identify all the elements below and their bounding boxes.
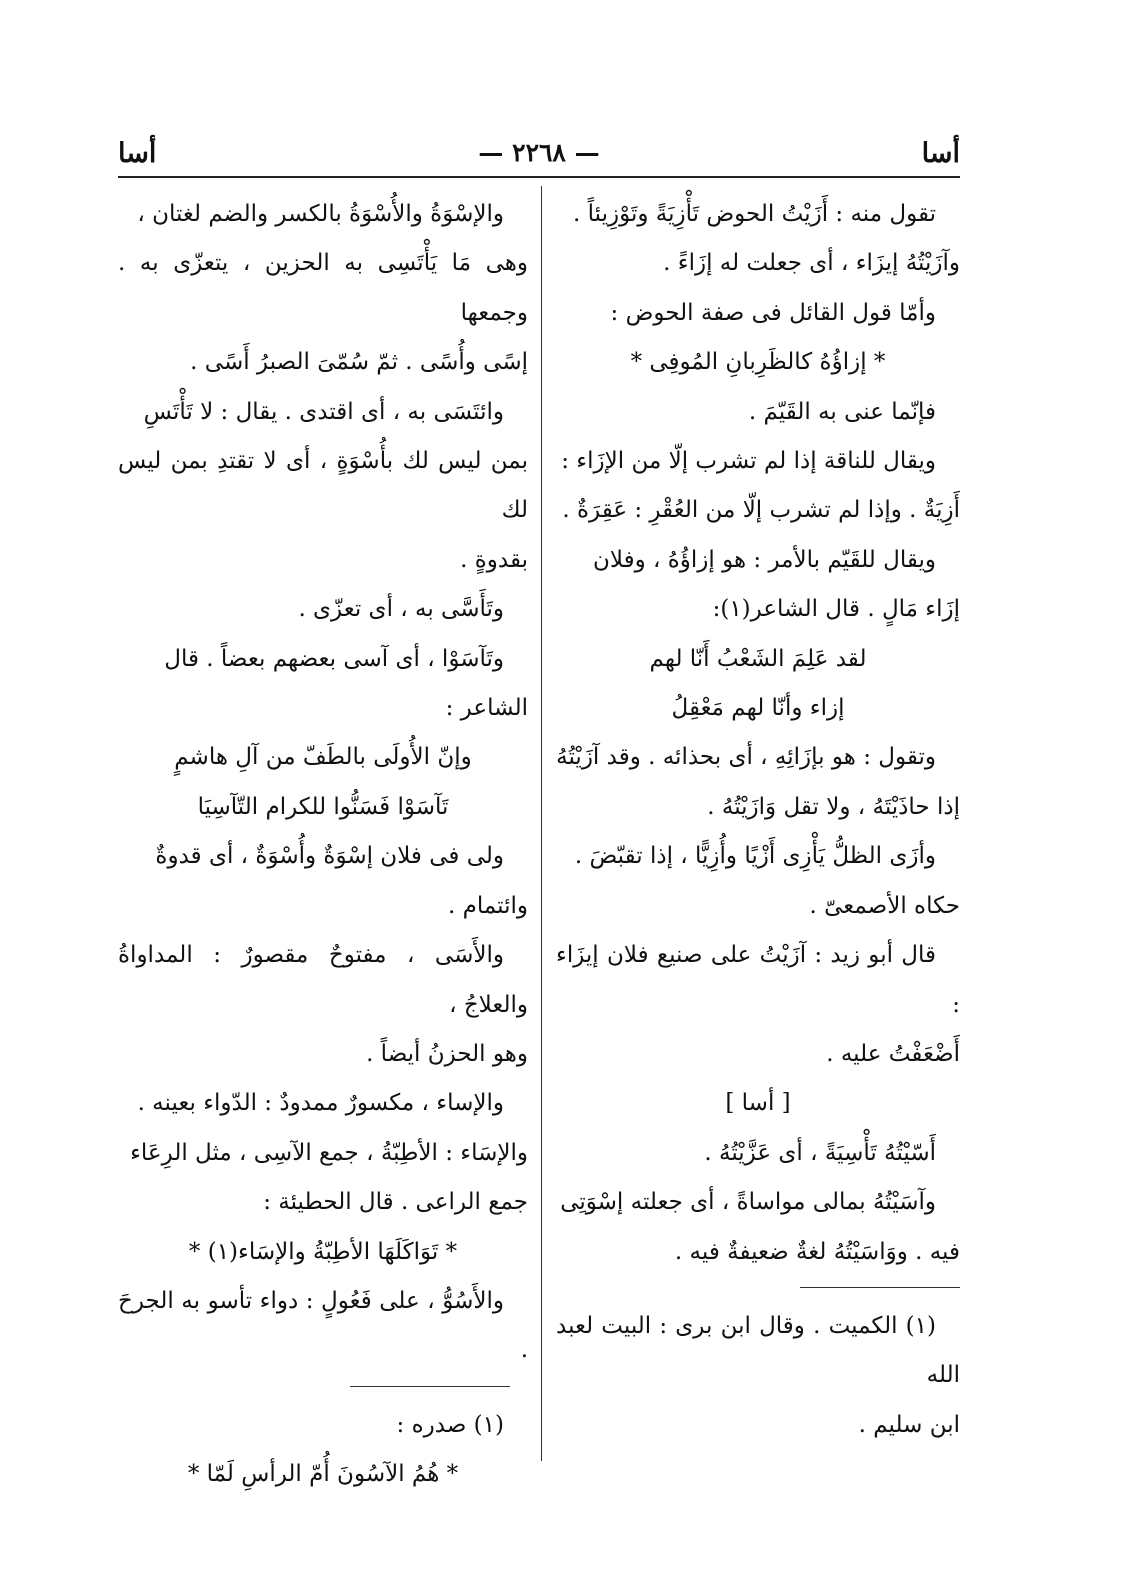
verse-line: تَآسَوْا فَسَنُّوا للكرام التّآسِيَا: [197, 793, 449, 820]
text-line: ولى فى فلان إسْوَةٌ وأُسْوَةٌ ، أى قدوةٌ: [155, 843, 504, 870]
verse-line: * تَوَاكَلَهَا الأطِبّةُ والإسَاء(١) *: [188, 1238, 458, 1265]
text-line: قال أبو زيد : آزَيْتُ على صنيع فلان إيزَاء :: [556, 942, 960, 1018]
text-line: أَسّيْتُهُ تَأْسِيَةً ، أى عَزَّيْتُهُ .: [704, 1139, 936, 1166]
text-line: حكاه الأصمعىّ .: [809, 892, 960, 919]
text-line: وتَآسَوْا ، أى آسى بعضهم بعضاً . قال: [164, 645, 504, 672]
text-line: والإسَاء : الأطِبّةُ ، جمع الآسِى ، مثل الرِعَاء: [130, 1139, 528, 1166]
text-line: وتَأَسَّى به ، أى تعزّى .: [298, 596, 504, 623]
text-line: وأمّا قول القائل فى صفة الحوض :: [610, 299, 936, 326]
verse-line: وإنّ الأُولَى بالطَفّ من آلِ هاشمٍ: [174, 744, 472, 771]
header-right-word: أسا: [921, 138, 960, 169]
text-line: الشاعر :: [445, 695, 528, 722]
text-line: وتقول : هو بإزَائِهِ ، أى بحذائه . وقد آزَيْتُهُ: [556, 744, 936, 771]
text-line: ويقال للناقة إذا لم تشرب إلّا من الإزَاء :: [561, 448, 936, 475]
text-line: وآسَيْتُهُ بمالى مواساةً ، أى جعلته إسْوَتِى: [560, 1189, 936, 1216]
text-line: وهو الحزنُ أيضاً .: [366, 1040, 528, 1067]
footnote-verse: * هُمُ الآسُونَ أُمّ الرأسِ لَمّا *: [187, 1461, 459, 1488]
text-line: بمن ليس لك بأُسْوَةٍ ، أى لا تقتدِ بمن ليس لك: [118, 448, 528, 524]
header-rule: [118, 176, 960, 178]
text-line: تقول منه : أَزَيْتُ الحوض تَأْزِيَةً وتَوْزِيئاً .: [573, 201, 936, 227]
footnote-line: ابن سليم .: [858, 1411, 960, 1438]
verse-line: لقد عَلِمَ الشَعْبُ أَنّا لهم: [649, 645, 867, 672]
text-line: إزَاء مَالٍ . قال الشاعر(١):: [712, 596, 960, 623]
footnote-rule: [800, 1287, 960, 1288]
text-line: بقدوةٍ .: [460, 546, 528, 573]
footnote-line: (١) الكميت . وقال ابن برى : البيت لعبد الله: [556, 1312, 960, 1389]
text-line: والأَسُوُّ ، على فَعُولٍ : دواء تأسو به الجرحَ .: [118, 1287, 528, 1364]
header-left-word: أسا: [118, 138, 157, 169]
text-line: وائتَسَى به ، أى اقتدى . يقال : لا تَأْتَسِ: [143, 398, 504, 425]
verse-line: * إزاؤُهُ كالظَرِبانِ المُوفِى *: [630, 349, 886, 376]
text-line: والإسْوَةُ والأُسْوَةُ بالكسر والضم لغتان ،: [137, 201, 504, 227]
text-line: والإساء ، مكسورٌ ممدودٌ : الدّواء بعينه .: [137, 1090, 504, 1117]
text-line: ويقال للقَيّم بالأمر : هو إزاؤُهُ ، وفلان: [592, 546, 936, 573]
footnote-rule: [350, 1386, 510, 1387]
text-line: أَضْعَفْتُ عليه .: [826, 1040, 960, 1067]
left-column: [118, 190, 528, 1500]
text-line: إذا حاذَيْتَهُ ، ولا تقل وَازَيْتُهُ .: [707, 793, 960, 820]
page-header: [118, 138, 960, 174]
text-line: فإنّما عنى به القَيّمَ .: [748, 398, 936, 425]
column-divider: [541, 186, 542, 1461]
right-column: [556, 190, 960, 1450]
entry-heading: [ أسا ]: [725, 1090, 791, 1117]
text-line: فيه . ووَاسَيْتُهُ لغةٌ ضعيفةٌ فيه .: [674, 1238, 960, 1265]
text-line: أَزِيَةٌ . وإذا لم تشرب إلّا من العُقْرِ : عَقِرَةٌ .: [562, 497, 960, 524]
verse-line: إزاء وأنّا لهم مَعْقِلُ: [671, 695, 845, 722]
text-line: إسًى وأُسًى . ثمّ سُمّىَ الصبرُ أَسًى .: [190, 349, 528, 376]
text-line: وأزَى الظلُّ يَأْزِى أَزْيًا وأُزِيًّا ، إذا تقبّضَ .: [574, 843, 936, 870]
footnote-line: (١) صدره :: [396, 1411, 504, 1438]
text-line: وآزَيْتُهُ إيزَاء ، أى جعلت له إزَاءً .: [663, 250, 960, 277]
text-line: وهى مَا يَأْتَسِى به الحزين ، يتعزّى به . وجمعها: [118, 250, 528, 326]
text-line: جمع الراعى . قال الحطيئة :: [263, 1189, 528, 1216]
page-number: — ٢٢٦٨ —: [478, 138, 600, 167]
text-line: والأَسَى ، مفتوحٌ مقصورٌ : المداواةُ والعلاجُ ،: [118, 942, 528, 1018]
text-line: وائتمام .: [447, 892, 528, 919]
